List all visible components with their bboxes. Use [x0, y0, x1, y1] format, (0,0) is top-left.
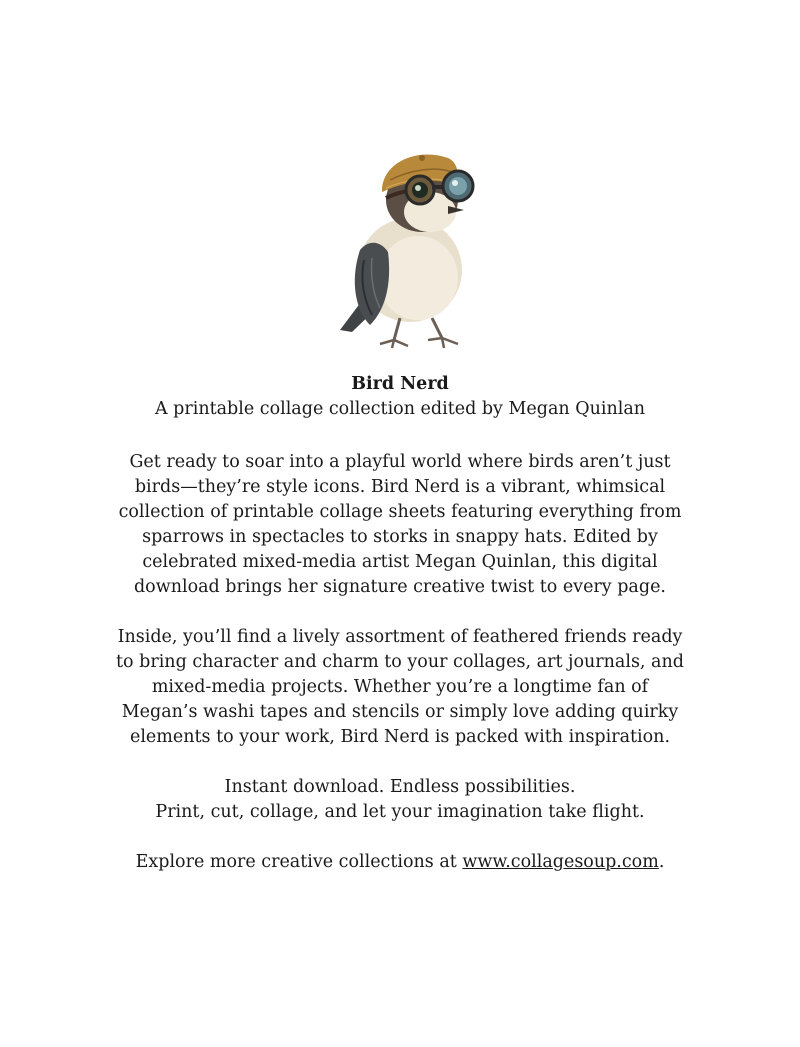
page-title: Bird Nerd	[351, 374, 449, 394]
tagline-block	[100, 775, 700, 825]
paragraph-line: download brings her signature creative twist to every page.	[133, 577, 666, 597]
paragraph-line: Get ready to soar into a playful world where birds aren’t just	[129, 452, 671, 472]
paragraph-line: collection of printable collage sheets featuring everything from	[118, 502, 682, 522]
title-block	[100, 372, 700, 422]
explore-prefix: Explore more creative collections at	[135, 852, 463, 872]
paragraph-line: celebrated mixed-media artist Megan Quinlan, this digital	[142, 552, 658, 572]
description-paragraph-1	[100, 450, 700, 600]
paragraph-line: Inside, you’ll find a lively assortment of feathered friends ready	[117, 627, 683, 647]
tagline-line-1: Instant download. Endless possibilities.	[224, 777, 576, 797]
page-subtitle: A printable collage collection edited by Megan Quinlan	[154, 399, 646, 419]
paragraph-line: birds—they’re style icons. Bird Nerd is a vibrant, whimsical	[134, 477, 666, 497]
paragraph-line: Megan’s washi tapes and stencils or simply love adding quirky	[121, 702, 679, 722]
tagline-line-2: Print, cut, collage, and let your imagination take flight.	[155, 802, 645, 822]
explore-suffix: .	[658, 852, 665, 872]
description-paragraph-2	[100, 625, 700, 750]
paragraph-line: to bring character and charm to your collages, art journals, and	[116, 652, 684, 672]
paragraph-line: mixed-media projects. Whether you’re a longtime fan of	[151, 677, 649, 697]
bird-with-goggles-illustration	[330, 140, 490, 355]
paragraph-line: sparrows in spectacles to storks in snappy hats. Edited by	[142, 527, 658, 547]
collagesoup-link[interactable]: www.collagesoup.com	[462, 852, 659, 872]
paragraph-line: elements to your work, Bird Nerd is packed with inspiration.	[129, 727, 671, 747]
explore-line	[100, 850, 700, 875]
